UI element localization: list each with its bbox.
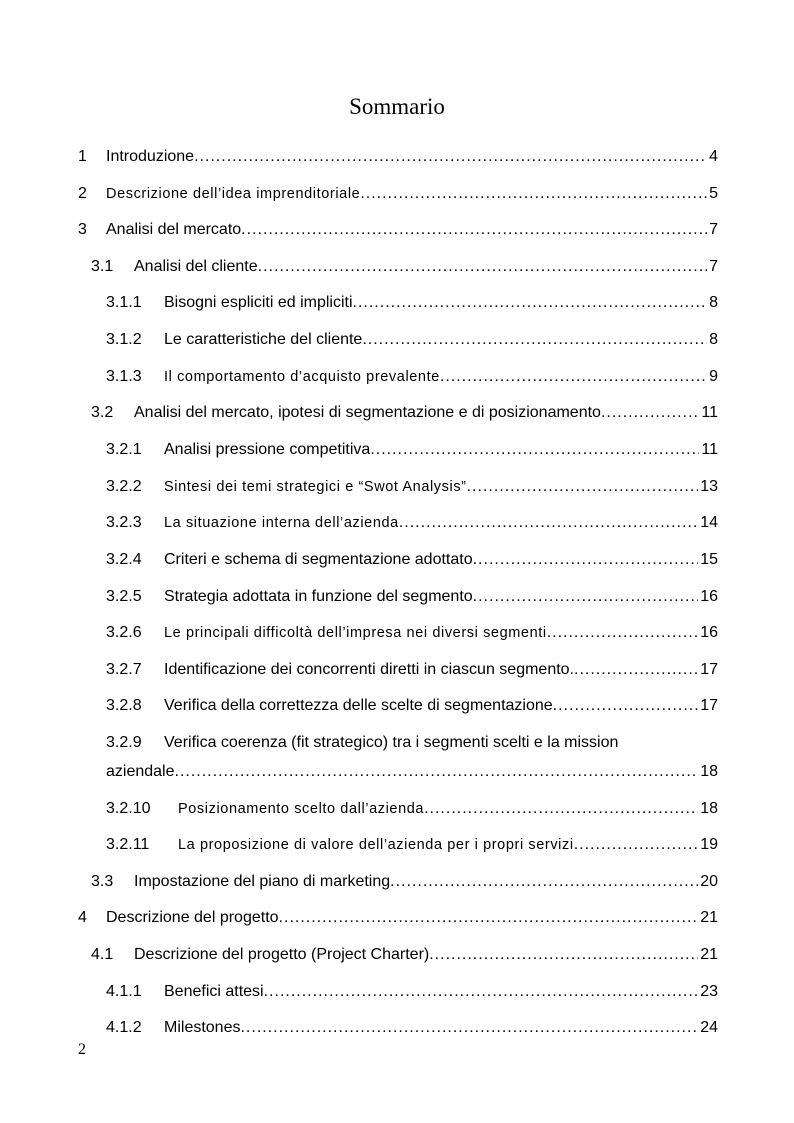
toc-leader (194, 144, 707, 170)
toc-number: 3.2.7 (106, 661, 142, 678)
toc-page: 15 (700, 551, 718, 568)
toc-title: Bisogni espliciti ed impliciti (164, 294, 353, 311)
toc-page: 14 (700, 514, 718, 531)
toc-page: 8 (709, 331, 718, 348)
toc-number: 4.1.1 (106, 983, 142, 1000)
toc-entry-3-2-11[interactable] (0, 832, 794, 858)
page-number: 2 (78, 1041, 86, 1058)
toc-entry-3-2-2[interactable] (0, 474, 794, 500)
toc-number: 3.2.6 (106, 624, 142, 641)
toc-number: 4 (78, 909, 87, 926)
toc-page: 18 (700, 800, 718, 817)
toc-number: 3.2.10 (106, 800, 151, 817)
toc-title: Sintesi dei temi strategici e “Swot Analysis” (164, 479, 467, 495)
toc-page: 20 (700, 873, 718, 890)
toc-entry-3-2-10[interactable] (0, 796, 794, 822)
toc-leader (353, 290, 708, 316)
toc-entry-3-1[interactable] (0, 254, 794, 280)
toc-leader (240, 1015, 698, 1041)
toc-entry-3-1-2[interactable] (0, 327, 794, 353)
toc-title: Descrizione del progetto (Project Charter) (134, 946, 430, 963)
toc-page: 11 (701, 441, 718, 458)
toc-title: La proposizione di valore dell’azienda per i propri servizi (178, 837, 574, 853)
toc-page: 23 (700, 983, 718, 1000)
toc-entry-3-2-9[interactable] (0, 730, 794, 790)
toc-page: 16 (700, 588, 718, 605)
toc-page: 5 (709, 185, 718, 202)
toc-title: Impostazione del piano di marketing (134, 873, 391, 890)
toc-leader (362, 327, 707, 353)
toc-page: 8 (709, 294, 718, 311)
toc-number: 3.2.8 (106, 697, 142, 714)
toc-entry-3-2-5[interactable] (0, 584, 794, 610)
toc-leader (574, 832, 699, 858)
toc-entry-4[interactable] (0, 905, 794, 931)
toc-number: 4.1.2 (106, 1019, 142, 1036)
toc-leader (553, 693, 699, 719)
toc-leader (264, 979, 699, 1005)
toc-page: 11 (701, 404, 718, 421)
toc-title: Le principali difficoltà dell’impresa nei diversi segmenti (164, 625, 547, 641)
toc-entry-3-2-4[interactable] (0, 547, 794, 573)
toc-title: Verifica coerenza (fit strategico) tra i segmenti scelti e la mission (164, 734, 619, 751)
toc-title: Descrizione del progetto (106, 909, 279, 926)
toc-number: 3.2 (91, 404, 114, 421)
toc-title: Verifica della correttezza delle scelte di segmentazione (164, 697, 553, 714)
toc-title: Identificazione dei concorrenti diretti in ciascun segmento. (164, 661, 574, 678)
toc-number: 3 (78, 221, 87, 238)
toc-entry-3-2-7[interactable] (0, 657, 794, 683)
toc-leader (390, 869, 698, 895)
toc-leader (424, 796, 698, 822)
toc-leader (574, 657, 698, 683)
toc-number: 2 (78, 185, 87, 202)
toc-entry-3-2-1[interactable] (0, 437, 794, 463)
toc-page: 9 (709, 368, 718, 385)
toc-entry-3-1-3[interactable] (0, 364, 794, 390)
toc-number: 3.3 (91, 873, 114, 890)
toc-number: 3.2.2 (106, 478, 142, 495)
page-title: Sommario (349, 94, 445, 119)
toc-page: 7 (709, 258, 718, 275)
toc-leader (258, 254, 707, 280)
toc-entry-2[interactable] (0, 181, 794, 207)
toc-title: Criteri e schema di segmentazione adottato (164, 551, 473, 568)
toc-leader (241, 217, 707, 243)
toc-page: 21 (700, 946, 718, 963)
toc-leader (370, 437, 699, 463)
toc-page: 13 (700, 478, 718, 495)
toc-number: 3.2.3 (106, 514, 142, 531)
toc-title: Strategia adottata in funzione del segmento (164, 588, 473, 605)
toc-page: 7 (709, 221, 718, 238)
toc-page: 19 (700, 836, 718, 853)
toc-entry-4-1-1[interactable] (0, 979, 794, 1005)
toc-title: Le caratteristiche del cliente (164, 331, 363, 348)
toc-leader (429, 942, 698, 968)
toc-number: 3.1.1 (106, 294, 142, 311)
toc-title: Analisi del mercato, ipotesi di segmentazione e di posizionamento (134, 404, 601, 421)
toc-entry-3-1-1[interactable] (0, 290, 794, 316)
toc-leader (399, 510, 698, 536)
toc-entry-4-1[interactable] (0, 942, 794, 968)
toc-number: 4.1 (91, 946, 114, 963)
toc-entry-3-2-8[interactable] (0, 693, 794, 719)
toc-entry-3-2-3[interactable] (0, 510, 794, 536)
toc-page: 21 (700, 909, 718, 926)
toc-title: Posizionamento scelto dall’azienda (178, 801, 425, 817)
toc-leader (440, 364, 707, 390)
toc-page: 17 (700, 697, 718, 714)
toc-number: 3.2.11 (106, 836, 150, 853)
toc-entry-4-1-2[interactable] (0, 1015, 794, 1041)
toc-number: 3.2.4 (106, 551, 142, 568)
toc-number: 3.2.5 (106, 588, 142, 605)
toc-leader (547, 620, 699, 646)
toc-leader (360, 181, 707, 207)
toc-leader (473, 547, 699, 573)
toc-page: 24 (700, 1019, 718, 1036)
toc-entry-3-2[interactable] (0, 400, 794, 426)
toc-number: 3.1.3 (106, 368, 142, 385)
toc-leader (473, 584, 699, 610)
toc-page: 4 (709, 148, 718, 165)
toc-leader (467, 474, 699, 500)
toc-number: 3.1.2 (106, 331, 142, 348)
toc-page: 17 (700, 661, 718, 678)
toc-number: 3.2.9 (106, 734, 142, 751)
toc-entry-1[interactable] (0, 144, 794, 170)
toc-title: Analisi del cliente (134, 258, 258, 275)
toc-entry-3-2-6[interactable] (0, 620, 794, 646)
toc-number: 3.2.1 (106, 441, 142, 458)
toc-number: 1 (78, 148, 87, 165)
toc-entry-3-3[interactable] (0, 869, 794, 895)
toc-title: Descrizione dell’idea imprenditoriale (106, 186, 361, 202)
toc-title: La situazione interna dell’azienda (164, 515, 399, 531)
toc-title: Analisi pressione competitiva (164, 441, 371, 458)
toc-title: Benefici attesi (164, 983, 264, 1000)
toc-title: Analisi del mercato (106, 221, 242, 238)
toc-title: Il comportamento d’acquisto prevalente (164, 369, 440, 385)
toc-page: 18 (700, 763, 718, 780)
toc-leader (601, 400, 699, 426)
toc-leader (279, 905, 699, 931)
toc-page: 16 (700, 624, 718, 641)
toc-entry-3[interactable] (0, 217, 794, 243)
toc-leader (175, 759, 699, 785)
toc-title-continued: aziendale (106, 763, 175, 780)
toc-title: Introduzione (106, 148, 195, 165)
toc-number: 3.1 (91, 258, 114, 275)
toc-title: Milestones (164, 1019, 241, 1036)
